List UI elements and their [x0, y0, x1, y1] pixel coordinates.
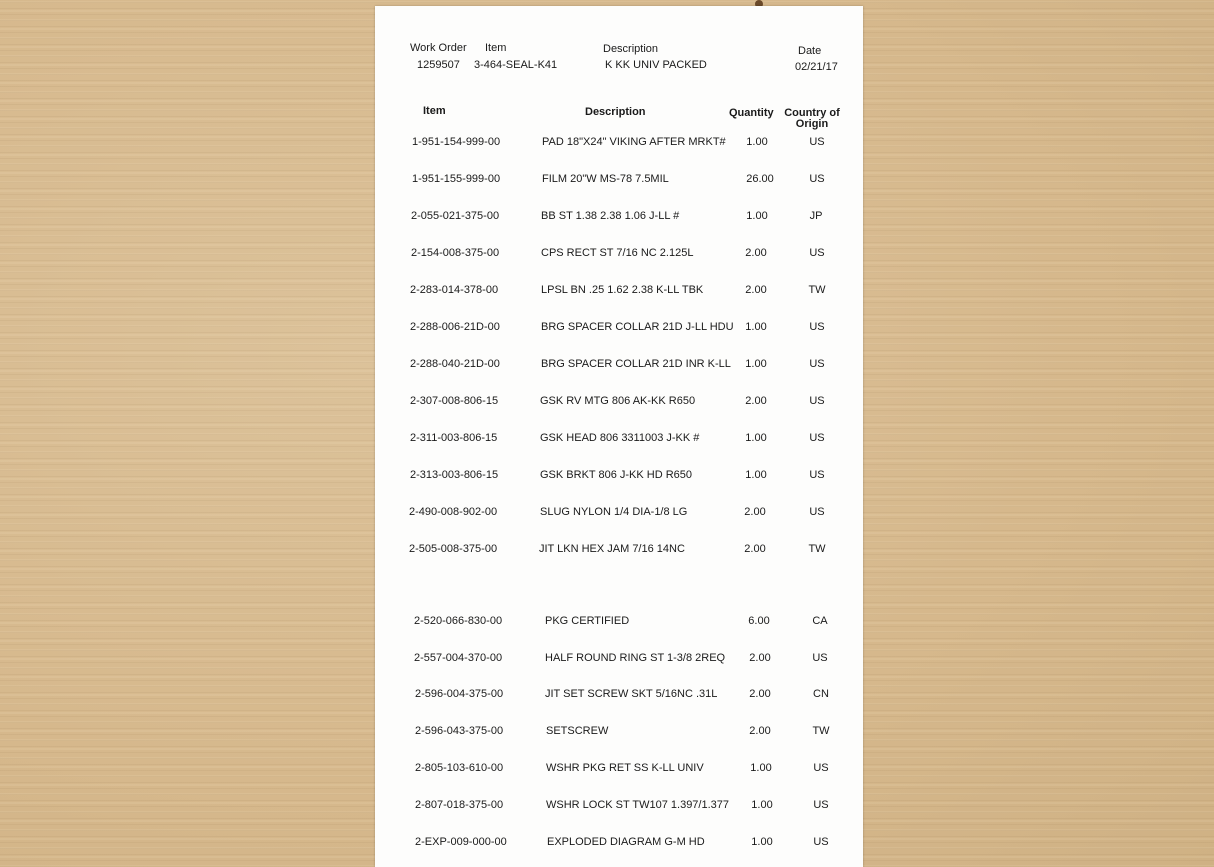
table-row — [375, 836, 863, 850]
row-description: FILM 20"W MS-78 7.5MIL — [542, 173, 669, 185]
row-item: 2-520-066-830-00 — [414, 615, 503, 627]
header-description-value: K KK UNIV PACKED — [605, 59, 707, 71]
row-origin: US — [813, 799, 829, 811]
row-origin: US — [813, 836, 829, 848]
row-description: PKG CERTIFIED — [545, 615, 630, 627]
row-origin: US — [809, 173, 825, 185]
row-item: 2-557-004-370-00 — [414, 652, 503, 664]
header-date-value: 02/21/17 — [795, 61, 838, 73]
row-item: 2-596-043-375-00 — [415, 725, 504, 737]
row-description: BB ST 1.38 2.38 1.06 J-LL # — [541, 210, 680, 222]
row-description: BRG SPACER COLLAR 21D INR K-LL — [541, 358, 731, 370]
row-origin: US — [809, 358, 825, 370]
row-origin: TW — [812, 725, 830, 737]
table-row — [375, 247, 863, 261]
row-item: 2-313-003-806-15 — [410, 469, 499, 481]
row-item: 2-154-008-375-00 — [411, 247, 500, 259]
table-row — [375, 210, 863, 224]
column-header-origin-line2: Origin — [795, 118, 829, 130]
row-origin: US — [809, 432, 825, 444]
table-row — [375, 173, 863, 187]
row-item: 2-288-040-21D-00 — [410, 358, 500, 370]
row-origin: US — [809, 395, 825, 407]
row-quantity: 2.00 — [749, 688, 771, 700]
row-origin: US — [812, 652, 828, 664]
table-row — [375, 395, 863, 409]
row-item: 2-596-004-375-00 — [415, 688, 504, 700]
row-item: 2-807-018-375-00 — [415, 799, 504, 811]
row-quantity: 1.00 — [751, 836, 773, 848]
row-quantity: 2.00 — [749, 652, 771, 664]
row-quantity: 1.00 — [745, 432, 767, 444]
row-quantity: 1.00 — [746, 210, 768, 222]
row-description: EXPLODED DIAGRAM G-M HD — [547, 836, 705, 848]
row-origin: US — [809, 321, 825, 333]
header-item-label: Item — [485, 42, 507, 54]
row-item: 2-283-014-378-00 — [410, 284, 499, 296]
header-date-label: Date — [798, 45, 822, 57]
row-item: 2-505-008-375-00 — [409, 543, 498, 555]
row-description: GSK HEAD 806 3311003 J-KK # — [540, 432, 700, 444]
row-origin: US — [809, 247, 825, 259]
row-quantity: 2.00 — [744, 506, 766, 518]
row-description: GSK BRKT 806 J-KK HD R650 — [540, 469, 693, 481]
row-quantity: 1.00 — [745, 321, 767, 333]
work-order-number: 1259507 — [417, 59, 460, 71]
row-description: LPSL BN .25 1.62 2.38 K-LL TBK — [541, 284, 704, 296]
table-row — [375, 543, 863, 557]
row-description: GSK RV MTG 806 AK-KK R650 — [540, 395, 696, 407]
row-description: HALF ROUND RING ST 1-3/8 2REQ — [545, 652, 726, 664]
row-description: WSHR LOCK ST TW107 1.397/1.377 — [546, 799, 730, 811]
row-description: WSHR PKG RET SS K-LL UNIV — [546, 762, 704, 774]
table-row — [375, 652, 863, 666]
row-item: 2-307-008-806-15 — [410, 395, 499, 407]
row-origin: CA — [812, 615, 828, 627]
row-origin: US — [813, 762, 829, 774]
column-header-quantity: Quantity — [729, 107, 774, 119]
row-item: 2-490-008-902-00 — [409, 506, 498, 518]
row-origin: US — [809, 469, 825, 481]
row-quantity: 2.00 — [745, 395, 767, 407]
row-description: SLUG NYLON 1/4 DIA-1/8 LG — [540, 506, 688, 518]
row-quantity: 1.00 — [750, 762, 772, 774]
table-row — [375, 136, 863, 150]
row-item: 2-EXP-009-000-00 — [415, 836, 507, 848]
table-row — [375, 725, 863, 739]
row-quantity: 26.00 — [746, 173, 774, 185]
table-row — [375, 688, 863, 702]
row-description: SETSCREW — [546, 725, 609, 737]
row-quantity: 1.00 — [745, 469, 767, 481]
column-header-description: Description — [585, 106, 646, 118]
row-item: 2-055-021-375-00 — [411, 210, 500, 222]
row-description: JIT SET SCREW SKT 5/16NC .31L — [545, 688, 718, 700]
row-origin: US — [809, 136, 825, 148]
row-origin: US — [809, 506, 825, 518]
row-description: CPS RECT ST 7/16 NC 2.125L — [541, 247, 694, 259]
row-item: 2-805-103-610-00 — [415, 762, 504, 774]
table-row — [375, 615, 863, 629]
table-row — [375, 284, 863, 298]
table-row — [375, 762, 863, 776]
table-row — [375, 432, 863, 446]
row-origin: TW — [808, 284, 826, 296]
table-row — [375, 799, 863, 813]
row-quantity: 1.00 — [746, 136, 768, 148]
row-quantity: 2.00 — [744, 543, 766, 555]
row-quantity: 2.00 — [745, 284, 767, 296]
row-quantity: 1.00 — [751, 799, 773, 811]
row-quantity: 2.00 — [745, 247, 767, 259]
row-quantity: 1.00 — [745, 358, 767, 370]
work-order-label: Work Order — [410, 42, 467, 54]
header-description-label: Description — [603, 43, 659, 55]
table-row — [375, 358, 863, 372]
row-item: 2-288-006-21D-00 — [410, 321, 500, 333]
row-quantity: 6.00 — [748, 615, 770, 627]
row-description: BRG SPACER COLLAR 21D J-LL HDU — [541, 321, 734, 333]
row-origin: CN — [813, 688, 829, 700]
column-header-origin — [782, 108, 842, 130]
table-row — [375, 506, 863, 520]
row-quantity: 2.00 — [749, 725, 771, 737]
row-description: JIT LKN HEX JAM 7/16 14NC — [539, 543, 685, 555]
packing-list-sheet — [375, 6, 863, 867]
column-header-item: Item — [423, 105, 446, 117]
row-item: 2-311-003-806-15 — [410, 432, 498, 444]
row-origin: TW — [808, 543, 826, 555]
table-row — [375, 321, 863, 335]
row-origin: JP — [809, 210, 823, 222]
row-description: PAD 18"X24" VIKING AFTER MRKT# — [542, 136, 726, 148]
header-item-value: 3-464-SEAL-K41 — [474, 59, 558, 71]
row-item: 1-951-155-999-00 — [412, 173, 501, 185]
table-row — [375, 469, 863, 483]
row-item: 1-951-154-999-00 — [412, 136, 501, 148]
column-header-origin-line1: Country of — [784, 107, 840, 119]
